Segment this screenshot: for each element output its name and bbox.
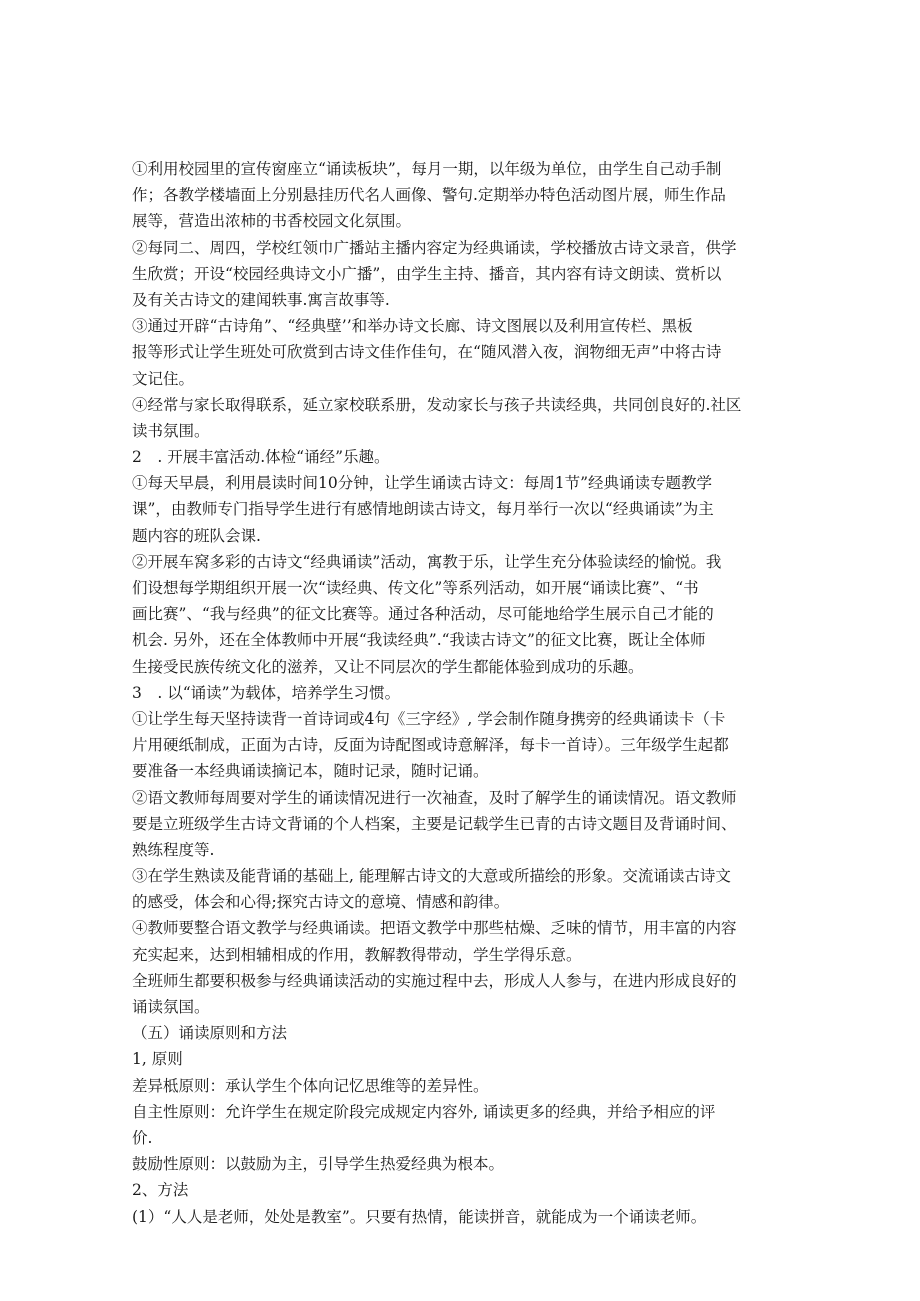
- text-line: 差异柢原则：承认学生个体向记忆思维等的差异性。: [132, 1076, 489, 1095]
- text-line: ④教师要整合语文教学与经典诵读。把语文教学中那些枯燥、乏味的情节，用丰富的内容: [132, 919, 737, 938]
- text-line: 读书氛围。: [132, 421, 210, 440]
- paragraph: [132, 444, 792, 470]
- paragraph: [132, 1073, 792, 1099]
- text-line: 题内容的班队会课.: [132, 526, 261, 545]
- text-line: 1, 原则: [132, 1050, 183, 1069]
- text-line: 展等，营造出浓柿的书香校园文化氛围。: [132, 212, 412, 231]
- text-line: 生欣赏；开设“校园经典诗文小广播”，由学生主持、播音，其内容有诗文朗读、赏析以: [132, 264, 722, 283]
- paragraph: [132, 1046, 792, 1072]
- text-line: 画比赛”、“我与经典”的征文比赛等。通过各种活动，尽可能地给学生展示自己才能的: [132, 605, 714, 624]
- paragraph: [132, 680, 792, 706]
- paragraph: [132, 1151, 792, 1177]
- text-line: （五）诵读原则和方法: [132, 1024, 288, 1043]
- text-line: 报等形式让学生班处可欣赏到古诗文佳作佳句，在“随风潜入夜，润物细无声”中将古诗: [132, 343, 722, 362]
- text-line: 熟练程度等.: [132, 840, 215, 859]
- text-line: 充实起来，达到相辅相成的作用，教解教得带动，学生学得乐意。: [132, 945, 582, 964]
- text-line: ②语文教师每周要对学生的诵读情况进行一次袖查，及时了解学生的诵读情况。语文教师: [132, 788, 737, 807]
- text-line: 诵读氛国。: [132, 998, 210, 1016]
- text-line: 2、方法: [132, 1181, 189, 1200]
- paragraph: [132, 706, 792, 785]
- paragraph: [132, 235, 792, 314]
- text-line: 的感受，体会和心得;探究古诗文的意境、情感和韵律。: [132, 893, 510, 912]
- text-line: 生接受民族传统文化的滋养，又让不同层次的学生都能体验到成功的乐趣。: [132, 657, 644, 676]
- text-line: ②开展车窝多彩的古诗文“经典诵读”活动，寓教于乐，让学生充分体验读经的愉悦。我: [132, 552, 722, 571]
- paragraph: [132, 1177, 792, 1203]
- text-line: ①利用校园里的宣传窗座立“诵读板块”，每月一期，以年级为单位，由学生自己动手制: [132, 160, 722, 178]
- text-line: ③在学生熟读及能背诵的基础上, 能理解古诗文的大意或所描绘的形象。交流诵读古诗文: [132, 867, 731, 886]
- text-line: 要准备一本经典诵读摘记本，随时记录，随时记诵。: [132, 762, 489, 781]
- paragraph: [132, 785, 792, 864]
- text-line: ③通过开辟“古诗角”、“经典壁’’和举办诗文长廊、诗文图展以及利用宣传栏、黑板: [132, 317, 693, 336]
- paragraph: [132, 313, 792, 392]
- text-line: 要是立班级学生古诗文背诵的个人档案，主要是记载学生已青的古诗文题目及背诵时间、: [132, 814, 737, 833]
- paragraph: [132, 392, 792, 444]
- paragraph: [132, 1099, 792, 1151]
- paragraph: [132, 156, 792, 235]
- text-line: 全班师生都要积极参与经典诵读活动的实施过程中去，形成人人参与，在进内形成良好的: [132, 971, 737, 990]
- text-line: 及有关古诗文的建闻轶事.寓言故事等.: [132, 290, 390, 309]
- text-line: ④经常与家长取得联系，延立家校联系册，发动家长与孩子共读经典，共同创良好的.社区: [132, 395, 742, 414]
- text-line: ②每同二、周四，学校红领巾广播站主播内容定为经典诵读，学校播放古诗文录音，供学: [132, 238, 737, 257]
- text-line: 片用硬纸制成，正面为古诗，反面为诗配图或诗意解泽，每卡一首诗）。三年级学生起都: [132, 736, 729, 755]
- document-body: [132, 156, 792, 1230]
- paragraph: [132, 915, 792, 967]
- text-line: 鼓励性原则：以鼓励为主，引导学生热爱经典为根本。: [132, 1155, 505, 1174]
- text-line: 文记住。: [132, 369, 195, 388]
- text-line: 课”，由教师专门指导学生进行有感情地朗读古诗文，每月举行一次以“经典诵读”为主: [132, 500, 714, 519]
- paragraph: [132, 549, 792, 680]
- text-line: 价.: [132, 1128, 153, 1147]
- text-line: 自主性原则：允许学生在规定阶段完成规定内容外, 诵读更多的经典，并给予相应的评: [132, 1102, 716, 1121]
- text-line: 们设想每学期组织开展一次“读经典、传文化”等系列活动，如开展“诵读比赛”、“书: [132, 579, 699, 597]
- text-line: 作；各教学楼墙面上分别悬挂历代名人画像、警句.定期举办特色活动图片展，师生作品: [132, 186, 726, 205]
- text-line: 2 . 开展丰富活动.体检“诵经”乐趣。: [132, 448, 390, 467]
- paragraph: [132, 1020, 792, 1046]
- text-line: (1）“人人是老师，处处是教室”。只要有热情，能读拼音，就能成为一个诵读老师。: [132, 1207, 707, 1226]
- text-line: ①每天早晨，利用晨读时间10分钟，让学生诵读古诗文：每周1节”经典诵读专题教学: [132, 474, 713, 493]
- paragraph: [132, 1204, 792, 1230]
- text-line: 机会. 另外，还在全体教师中开展“我读经典”.“我读古诗文”的征文比赛，既让全体师: [132, 631, 706, 650]
- paragraph: [132, 470, 792, 549]
- text-line: 3 . 以“诵读”为载体，培养学生习惯。: [132, 683, 401, 702]
- paragraph: [132, 968, 792, 1020]
- paragraph: [132, 863, 792, 915]
- text-line: ①让学生每天坚持读背一首诗词或4句《三字经》, 学会制作随身携旁的经典诵读卡（卡: [132, 709, 726, 728]
